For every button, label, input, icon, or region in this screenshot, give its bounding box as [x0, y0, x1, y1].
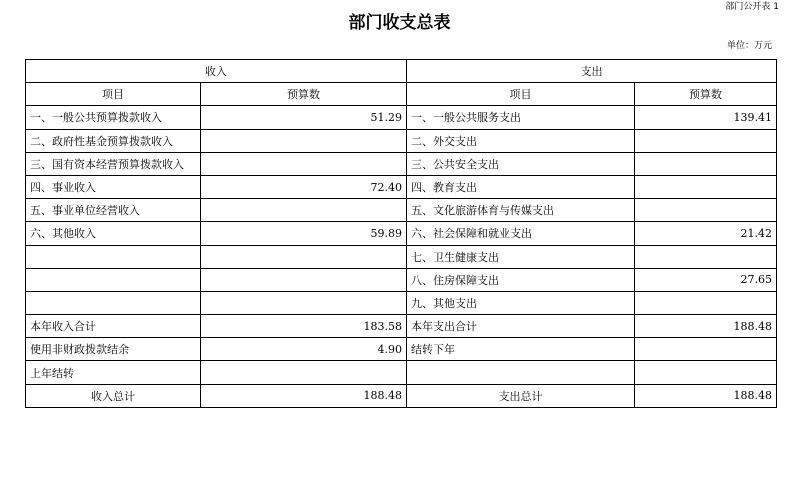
income-value: [201, 291, 407, 314]
income-item: 使用非财政拨款结余: [26, 338, 201, 361]
budget-table: [25, 59, 777, 408]
income-item-header: 项目: [26, 83, 201, 106]
income-total-value: 188.48: [201, 384, 407, 407]
expense-item: 五、文化旅游体育与传媒支出: [407, 199, 635, 222]
expense-value: [635, 129, 777, 152]
income-value: 59.89: [201, 222, 407, 245]
expense-item: 二、外交支出: [407, 129, 635, 152]
expense-item-header: 项目: [407, 83, 635, 106]
expense-item: 本年支出合计: [407, 315, 635, 338]
income-total-label: 收入总计: [26, 384, 201, 407]
expense-item: 九、其他支出: [407, 291, 635, 314]
expense-item: 三、公共安全支出: [407, 152, 635, 175]
income-value: [201, 268, 407, 291]
table-number-label: 部门公开表 1: [725, 2, 779, 12]
expense-item: 六、社会保障和就业支出: [407, 222, 635, 245]
expense-value: [635, 361, 777, 384]
income-item: 上年结转: [26, 361, 201, 384]
table-row: [26, 175, 777, 198]
expense-item: 八、住房保障支出: [407, 268, 635, 291]
income-value: 4.90: [201, 338, 407, 361]
income-item: 二、政府性基金预算拨款收入: [26, 129, 201, 152]
expense-section-header: 支出: [407, 60, 777, 83]
income-value: 183.58: [201, 315, 407, 338]
income-value: [201, 245, 407, 268]
table-row: [26, 338, 777, 361]
table-row: [26, 222, 777, 245]
expense-value: 21.42: [635, 222, 777, 245]
expense-value: [635, 338, 777, 361]
expense-total-value: 188.48: [635, 384, 777, 407]
unit-label: 单位：万元: [726, 41, 772, 51]
expense-value: 188.48: [635, 315, 777, 338]
income-item: 三、国有资本经营预算拨款收入: [26, 152, 201, 175]
expense-item: 结转下年: [407, 338, 635, 361]
expense-value: [635, 199, 777, 222]
table-row: [26, 315, 777, 338]
income-section-header: 收入: [26, 60, 407, 83]
income-value: [201, 199, 407, 222]
table-row: [26, 106, 777, 129]
expense-item: 一、一般公共服务支出: [407, 106, 635, 129]
income-value: 51.29: [201, 106, 407, 129]
expense-total-label: 支出总计: [407, 384, 635, 407]
page-title: 部门收支总表: [348, 13, 451, 33]
expense-budget-header: 预算数: [635, 83, 777, 106]
table-row: [26, 291, 777, 314]
expense-value: [635, 291, 777, 314]
income-item: [26, 245, 201, 268]
income-value: [201, 361, 407, 384]
income-budget-header: 预算数: [201, 83, 407, 106]
section-header-row: [26, 60, 777, 83]
income-value: [201, 152, 407, 175]
table-row: [26, 199, 777, 222]
table-row: [26, 129, 777, 152]
table-row: [26, 268, 777, 291]
table-row: [26, 245, 777, 268]
income-value: 72.40: [201, 175, 407, 198]
expense-item: 七、卫生健康支出: [407, 245, 635, 268]
expense-value: 139.41: [635, 106, 777, 129]
income-item: 本年收入合计: [26, 315, 201, 338]
totals-row: [26, 384, 777, 407]
income-item: 一、一般公共预算拨款收入: [26, 106, 201, 129]
income-item: 四、事业收入: [26, 175, 201, 198]
income-item: 六、其他收入: [26, 222, 201, 245]
column-header-row: [26, 83, 777, 106]
expense-value: [635, 152, 777, 175]
expense-value: 27.65: [635, 268, 777, 291]
expense-value: [635, 175, 777, 198]
income-value: [201, 129, 407, 152]
income-item: [26, 291, 201, 314]
expense-item: [407, 361, 635, 384]
income-item: [26, 268, 201, 291]
expense-value: [635, 245, 777, 268]
table-row: [26, 152, 777, 175]
table-row: [26, 361, 777, 384]
income-item: 五、事业单位经营收入: [26, 199, 201, 222]
expense-item: 四、教育支出: [407, 175, 635, 198]
